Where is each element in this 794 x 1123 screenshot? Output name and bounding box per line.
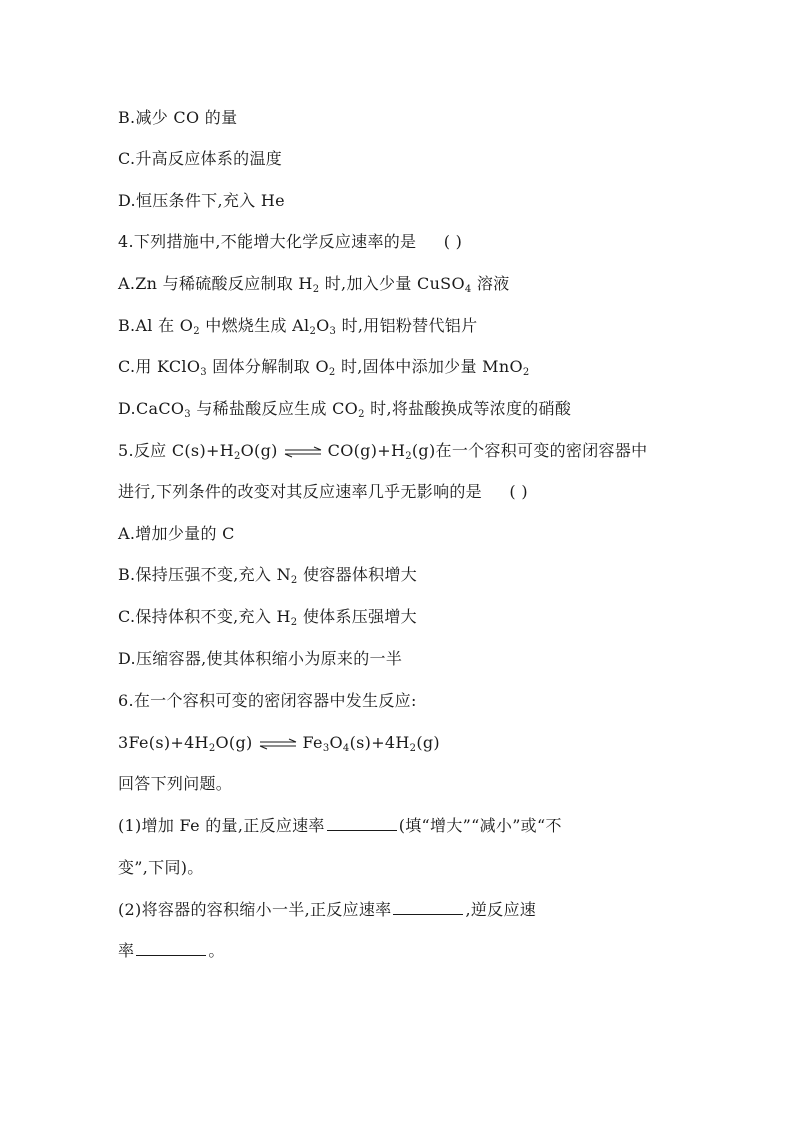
- answer-blank[interactable]: [393, 900, 463, 915]
- equilibrium-arrow-icon: [284, 446, 322, 458]
- subscript: 3: [184, 409, 191, 420]
- q6-part1-text-2: (填“增大”“减小”或“不: [398, 816, 562, 835]
- q6-part2-line2-text-1: 率: [118, 941, 135, 960]
- q6-part2-line2-text-2: 。: [208, 941, 225, 960]
- q4-option-a-text-1: A.Zn 与稀硫酸反应制取 H: [118, 274, 313, 293]
- subscript: 2: [328, 367, 336, 378]
- q4-option-d-text-1: D.CaCO: [118, 399, 185, 418]
- q6-prompt-text: 回答下列问题。: [118, 774, 233, 793]
- subscript: 2: [290, 617, 298, 628]
- subscript: 2: [409, 743, 417, 754]
- q4-stem-text: 4.下列措施中,不能增大化学反应速率的是: [118, 232, 417, 251]
- q5-option-d-text: D.压缩容器,使其体积缩小为原来的一半: [118, 649, 403, 668]
- q3-option-b: [118, 107, 237, 129]
- q5-stem-line2: [118, 481, 528, 503]
- q6-part1: [118, 815, 562, 837]
- q4-option-a-text-2: 时,加入少量 CuSO: [319, 274, 465, 293]
- answer-blank[interactable]: [136, 941, 206, 956]
- subscript: 2: [358, 409, 365, 420]
- q6-equation-text-6: (g): [416, 733, 440, 752]
- q6-part2: [118, 899, 536, 921]
- q5-stem-text-2: O(g): [240, 441, 278, 460]
- q5-option-a: [118, 523, 235, 545]
- q4-answer-paren: ( ): [443, 232, 463, 251]
- q5-answer-paren: ( ): [509, 482, 528, 501]
- subscript: 2: [208, 743, 216, 754]
- q4-option-a: [118, 273, 510, 295]
- subscript: 2: [309, 326, 317, 337]
- q4-option-c-text-1: C.用 KClO: [118, 357, 201, 376]
- q5-option-c: [118, 606, 417, 628]
- q5-stem-text-1: 5.反应 C(s)+H: [118, 441, 234, 460]
- subscript: 3: [329, 326, 337, 337]
- q4-option-b-text-3: O: [316, 316, 330, 335]
- q4-option-a-text-3: 溶液: [471, 274, 510, 293]
- q6-part1-text-1: (1)增加 Fe 的量,正反应速率: [118, 816, 325, 835]
- subscript: 4: [464, 284, 472, 295]
- q4-option-d: [118, 398, 571, 420]
- q5-option-b: [118, 564, 417, 586]
- q6-part1-line2-text: 变”,下同)。: [118, 858, 204, 877]
- q6-equation-text-5: (s)+4H: [349, 733, 410, 752]
- q5-option-c-text-2: 使体系压强增大: [297, 607, 417, 626]
- q6-part2-text-1: (2)将容器的容积缩小一半,正反应速率: [118, 900, 392, 919]
- subscript: 2: [193, 326, 200, 337]
- q4-option-b: [118, 315, 477, 337]
- q5-option-b-text-2: 使容器体积增大: [297, 565, 418, 584]
- q6-equation-text-1: 3Fe(s)+4H: [118, 733, 209, 752]
- q3-option-b-text: B.减少 CO 的量: [118, 108, 238, 127]
- q4-option-b-text-4: 时,用铝粉替代铝片: [336, 316, 478, 335]
- q4-option-d-text-2: 与稀盐酸反应生成 CO: [190, 399, 359, 418]
- q4-option-d-text-3: 时,将盐酸换成等浓度的硝酸: [364, 399, 572, 418]
- q4-option-b-text-1: B.Al 在 O: [118, 316, 194, 335]
- q6-equation-text-3: Fe: [302, 733, 323, 752]
- q4-stem: [118, 231, 462, 253]
- q6-part2-line2: [118, 940, 225, 962]
- q3-option-d-text: D.恒压条件下,充入 He: [118, 191, 285, 210]
- subscript: 2: [405, 451, 412, 462]
- q6-stem-text: 6.在一个容积可变的密闭容器中发生反应:: [118, 691, 417, 710]
- subscript: 2: [290, 575, 298, 586]
- equilibrium-arrow-icon: [259, 738, 297, 750]
- q6-equation: [118, 732, 440, 754]
- q3-option-c: [118, 148, 282, 170]
- subscript: 2: [522, 367, 530, 378]
- q6-equation-text-4: O: [329, 733, 343, 752]
- q5-option-d: [118, 648, 402, 670]
- q5-stem-text-4: (g)在一个容积可变的密闭容器中: [411, 441, 648, 460]
- subscript: 2: [312, 284, 320, 295]
- q5-stem-text-3: CO(g)+H: [327, 441, 406, 460]
- subscript: 4: [342, 743, 350, 754]
- q6-prompt: [118, 773, 232, 795]
- q4-option-b-text-2: 中燃烧生成 Al: [199, 316, 310, 335]
- q5-stem-line2-text: 进行,下列条件的改变对其反应速率几乎无影响的是: [118, 482, 482, 501]
- answer-blank[interactable]: [327, 816, 397, 831]
- q5-option-c-text-1: C.保持体积不变,充入 H: [118, 607, 291, 626]
- subscript: 3: [200, 367, 207, 378]
- q4-option-c-text-2: 固体分解制取 O: [206, 357, 329, 376]
- q6-equation-text-2: O(g): [215, 733, 253, 752]
- subscript: 2: [233, 451, 241, 462]
- q5-option-b-text-1: B.保持压强不变,充入 N: [118, 565, 291, 584]
- q6-part1-line2: [118, 857, 204, 879]
- q5-stem: [118, 440, 647, 462]
- q4-option-c: [118, 356, 530, 378]
- q3-option-d: [118, 190, 285, 212]
- subscript: 3: [322, 743, 330, 754]
- q5-option-a-text: A.增加少量的 C: [118, 524, 235, 543]
- q6-part2-text-2: ,逆反应速: [465, 900, 537, 919]
- q6-stem: [118, 690, 417, 712]
- q3-option-c-text: C.升高反应体系的温度: [118, 149, 283, 168]
- q4-option-c-text-3: 时,固体中添加少量 MnO: [335, 357, 523, 376]
